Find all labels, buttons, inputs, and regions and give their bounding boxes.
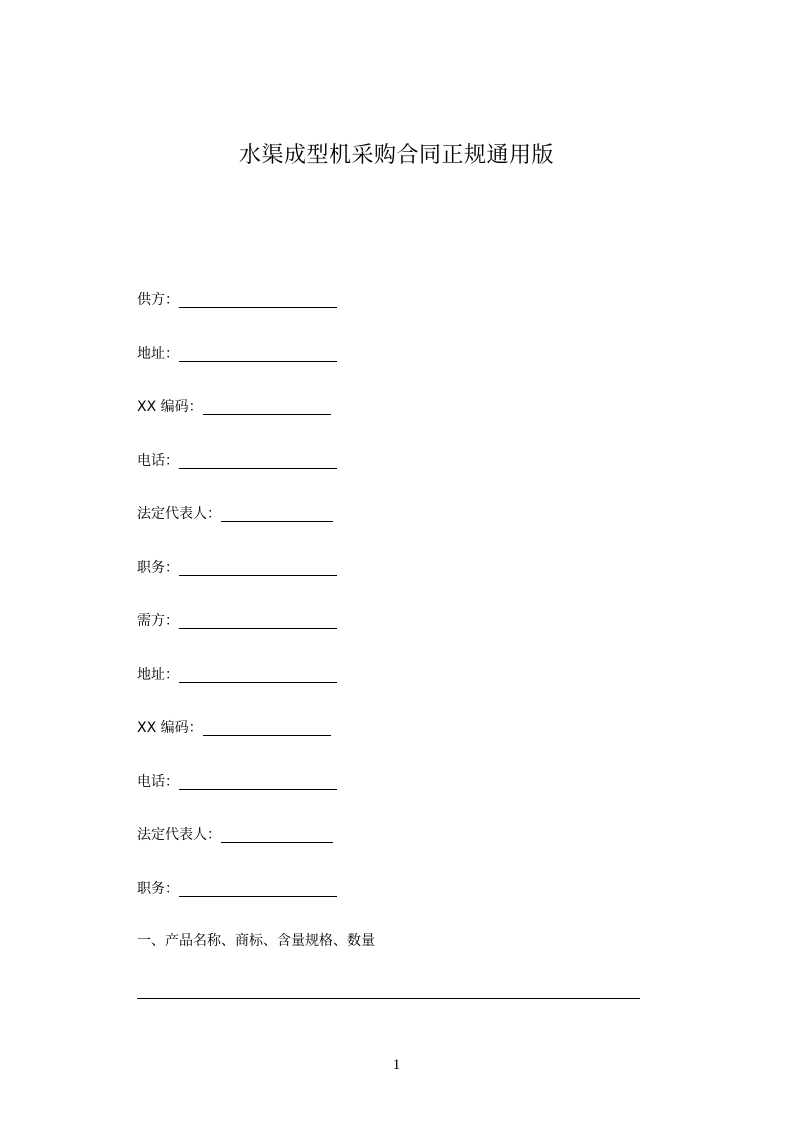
field-label: 职务： bbox=[137, 880, 179, 897]
field-row-supplier-position bbox=[137, 555, 657, 609]
field-row-buyer-address bbox=[137, 662, 657, 716]
fill-in-blank bbox=[179, 878, 337, 897]
field-row-buyer-code bbox=[137, 715, 657, 769]
fill-in-blank bbox=[179, 450, 337, 469]
full-width-blank-line bbox=[137, 998, 640, 999]
field-row-buyer bbox=[137, 608, 657, 662]
field-row-supplier bbox=[137, 287, 657, 341]
field-label: 法定代表人： bbox=[137, 827, 221, 843]
field-label: XX 编码： bbox=[137, 399, 203, 415]
fill-in-blank bbox=[221, 824, 333, 843]
field-label: 地址： bbox=[137, 666, 179, 683]
field-label: 职务： bbox=[137, 559, 179, 576]
field-row-supplier-representative bbox=[137, 501, 657, 555]
fill-in-blank bbox=[179, 664, 337, 683]
field-label: 法定代表人： bbox=[137, 506, 221, 522]
field-label: 地址： bbox=[137, 345, 179, 362]
fill-in-blank bbox=[179, 610, 337, 629]
page-number: 1 bbox=[392, 1057, 401, 1073]
field-row-buyer-position bbox=[137, 876, 657, 930]
section-heading: 一、产品名称、商标、含量规格、数量 bbox=[137, 933, 375, 949]
field-row-supplier-phone bbox=[137, 448, 657, 502]
field-label: 供方： bbox=[137, 292, 179, 308]
fill-in-blank bbox=[179, 343, 337, 362]
party-info-fields bbox=[137, 287, 657, 929]
field-row-supplier-address bbox=[137, 341, 657, 395]
field-row-buyer-representative bbox=[137, 822, 657, 876]
field-label: 需方： bbox=[137, 613, 179, 629]
fill-in-blank bbox=[203, 396, 331, 415]
field-row-buyer-phone bbox=[137, 769, 657, 823]
field-label: 电话： bbox=[137, 452, 179, 469]
field-label: 电话： bbox=[137, 773, 179, 790]
document-title: 水渠成型机采购合同正规通用版 bbox=[238, 143, 554, 168]
field-row-supplier-code bbox=[137, 394, 657, 448]
field-label: XX 编码： bbox=[137, 720, 203, 736]
fill-in-blank bbox=[179, 289, 337, 308]
fill-in-blank bbox=[179, 771, 337, 790]
fill-in-blank bbox=[179, 557, 337, 576]
fill-in-blank bbox=[203, 717, 331, 736]
fill-in-blank bbox=[221, 503, 333, 522]
